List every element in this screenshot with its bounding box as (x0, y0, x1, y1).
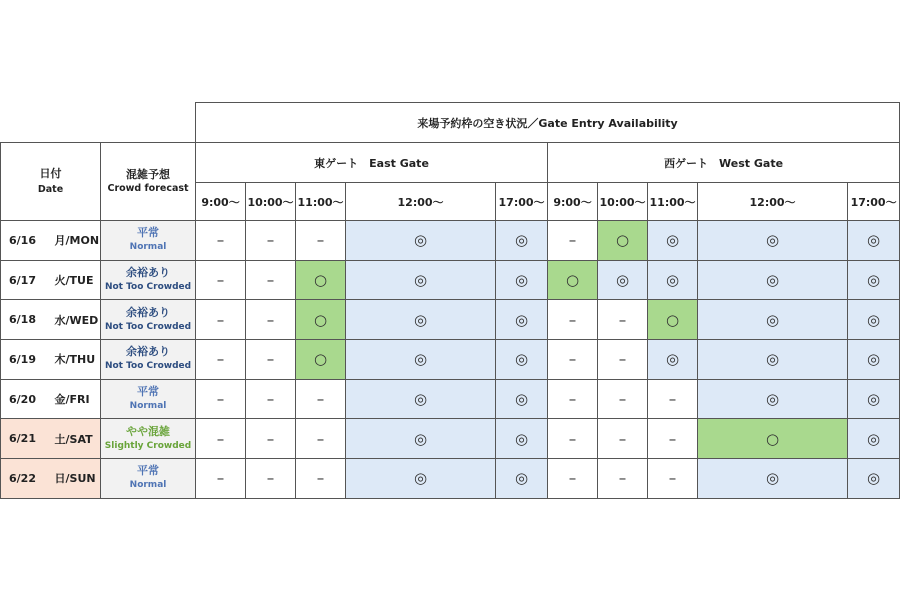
availability-symbol: – (568, 310, 577, 329)
west-slot-1700[interactable] (848, 379, 900, 419)
crowd-en: Normal (129, 401, 167, 412)
east-slot-900[interactable] (196, 459, 246, 499)
west-time-1200: 12:00〜 (698, 183, 848, 221)
crowd-header-jp: 混雑予想 (126, 167, 171, 181)
availability-symbol: – (216, 271, 225, 290)
date-cell: 6/19 (1, 340, 49, 380)
east-slot-1100[interactable] (296, 340, 346, 380)
availability-symbol: ◎ (413, 350, 428, 369)
west-slot-1700[interactable] (848, 459, 900, 499)
date-header-en: Date (37, 183, 64, 195)
east-slot-1000[interactable] (246, 221, 296, 261)
availability-symbol: ○ (313, 350, 328, 369)
west-time-1000: 10:00〜 (598, 183, 648, 221)
availability-symbol: ◎ (413, 271, 428, 290)
east-slot-900[interactable] (196, 419, 246, 459)
west-slot-1200[interactable] (698, 340, 848, 380)
header-blank (1, 103, 196, 143)
availability-symbol: – (216, 390, 225, 409)
crowd-cell (101, 260, 196, 300)
availability-symbol: – (216, 231, 225, 250)
east-slot-900[interactable] (196, 260, 246, 300)
east-slot-1200[interactable] (346, 300, 496, 340)
availability-symbol: ◎ (867, 469, 881, 488)
east-slot-1000[interactable] (246, 300, 296, 340)
west-slot-1100[interactable] (648, 340, 698, 380)
availability-symbol: – (668, 429, 677, 448)
east-slot-900[interactable] (196, 379, 246, 419)
availability-symbol: ◎ (413, 310, 428, 329)
east-slot-1700[interactable] (496, 260, 548, 300)
east-slot-1700[interactable] (496, 459, 548, 499)
availability-symbol: – (266, 429, 275, 448)
crowd-cell (101, 459, 196, 499)
west-slot-1000[interactable] (598, 300, 648, 340)
availability-symbol: – (316, 469, 325, 488)
availability-symbol: ◎ (867, 310, 881, 329)
west-slot-1700[interactable] (848, 260, 900, 300)
table-row (1, 419, 900, 459)
east-slot-1700[interactable] (496, 419, 548, 459)
east-slot-1700[interactable] (496, 221, 548, 261)
availability-symbol: – (266, 350, 275, 369)
availability-symbol: – (668, 469, 677, 488)
west-slot-1100[interactable] (648, 221, 698, 261)
east-slot-1200[interactable] (346, 221, 496, 261)
availability-symbol: ○ (765, 429, 780, 448)
availability-symbol: ◎ (867, 271, 881, 290)
availability-symbol: – (568, 469, 577, 488)
west-slot-1700[interactable] (848, 221, 900, 261)
crowd-jp: 平常 (137, 464, 160, 478)
availability-symbol: ◎ (867, 390, 881, 409)
west-slot-1000[interactable] (598, 379, 648, 419)
east-slot-900[interactable] (196, 221, 246, 261)
west-slot-1200[interactable] (698, 379, 848, 419)
crowd-cell (101, 419, 196, 459)
table-row (1, 340, 900, 380)
weekday-cell: 日/SUN (49, 459, 101, 499)
east-slot-1200[interactable] (346, 340, 496, 380)
availability-symbol: ○ (665, 310, 680, 329)
east-slot-1100[interactable] (296, 379, 346, 419)
availability-symbol: ◎ (413, 390, 428, 409)
availability-symbol: – (216, 350, 225, 369)
west-slot-1200[interactable] (698, 221, 848, 261)
crowd-cell (101, 221, 196, 261)
crowd-header-en: Crowd forecast (107, 182, 189, 194)
availability-symbol: ○ (313, 310, 328, 329)
availability-symbol: ◎ (514, 469, 529, 488)
east-slot-1000[interactable] (246, 419, 296, 459)
east-slot-1700[interactable] (496, 379, 548, 419)
availability-symbol: – (216, 429, 225, 448)
availability-symbol: ◎ (514, 429, 529, 448)
west-time-1700: 17:00〜 (848, 183, 900, 221)
availability-symbol: ○ (313, 271, 328, 290)
availability-symbol: – (266, 469, 275, 488)
table-row (1, 221, 900, 261)
gate-availability-table (0, 102, 900, 499)
availability-symbol: ◎ (665, 271, 680, 290)
east-slot-1100[interactable] (296, 419, 346, 459)
availability-symbol: – (316, 231, 325, 250)
availability-symbol: ◎ (665, 231, 680, 250)
crowd-en: Not Too Crowded (104, 321, 192, 332)
availability-symbol: – (568, 429, 577, 448)
west-slot-1100[interactable] (648, 419, 698, 459)
east-slot-1100[interactable] (296, 260, 346, 300)
crowd-en: Normal (129, 480, 167, 491)
west-time-1100: 11:00〜 (648, 183, 698, 221)
availability-symbol: ○ (615, 231, 630, 250)
east-slot-900[interactable] (196, 300, 246, 340)
availability-symbol: ◎ (665, 350, 680, 369)
date-cell: 6/21 (1, 419, 49, 459)
date-header (1, 143, 101, 221)
availability-symbol: – (216, 310, 225, 329)
availability-symbol: – (266, 271, 275, 290)
availability-symbol: ◎ (514, 390, 529, 409)
table-row (1, 379, 900, 419)
crowd-jp: 余裕あり (126, 266, 171, 280)
west-slot-1100[interactable] (648, 300, 698, 340)
crowd-jp: 余裕あり (126, 345, 171, 359)
table-row (1, 260, 900, 300)
availability-symbol: ◎ (765, 390, 780, 409)
west-slot-1700[interactable] (848, 300, 900, 340)
availability-symbol: ◎ (413, 231, 428, 250)
west-time-900: 9:00〜 (548, 183, 598, 221)
west-slot-1200[interactable] (698, 260, 848, 300)
west-slot-1000[interactable] (598, 419, 648, 459)
schedule-rows (1, 221, 900, 499)
crowd-en: Not Too Crowded (104, 282, 192, 293)
crowd-jp: 平常 (137, 385, 160, 399)
weekday-cell: 木/THU (49, 340, 101, 380)
east-slot-1100[interactable] (296, 459, 346, 499)
east-slot-1100[interactable] (296, 221, 346, 261)
west-slot-1000[interactable] (598, 260, 648, 300)
crowd-en: Normal (129, 242, 167, 253)
availability-symbol: – (568, 231, 577, 250)
west-slot-900[interactable] (548, 459, 598, 499)
west-slot-900[interactable] (548, 260, 598, 300)
table-row (1, 459, 900, 499)
date-cell: 6/16 (1, 221, 49, 261)
availability-symbol: – (618, 469, 627, 488)
east-slot-1000[interactable] (246, 340, 296, 380)
west-slot-1000[interactable] (598, 340, 648, 380)
weekday-cell: 火/TUE (49, 260, 101, 300)
date-cell: 6/18 (1, 300, 49, 340)
availability-symbol: ◎ (413, 429, 428, 448)
availability-symbol: – (316, 429, 325, 448)
availability-symbol: ◎ (765, 350, 780, 369)
crowd-jp: 余裕あり (126, 305, 171, 319)
availability-symbol: ◎ (514, 271, 529, 290)
east-slot-1200[interactable] (346, 419, 496, 459)
availability-symbol: ◎ (867, 429, 881, 448)
west-slot-1200[interactable] (698, 459, 848, 499)
availability-symbol: – (618, 429, 627, 448)
west-slot-900[interactable] (548, 300, 598, 340)
availability-symbol: ◎ (765, 469, 780, 488)
east-time-1100: 11:00〜 (296, 183, 346, 221)
west-slot-900[interactable] (548, 340, 598, 380)
east-time-1700: 17:00〜 (496, 183, 548, 221)
east-slot-1200[interactable] (346, 379, 496, 419)
east-time-1000: 10:00〜 (246, 183, 296, 221)
west-slot-1100[interactable] (648, 459, 698, 499)
crowd-header (101, 143, 196, 221)
west-slot-900[interactable] (548, 379, 598, 419)
east-time-1200: 12:00〜 (346, 183, 496, 221)
availability-symbol: – (568, 350, 577, 369)
availability-symbol: ○ (565, 271, 580, 290)
availability-symbol: ◎ (765, 231, 780, 250)
crowd-cell (101, 379, 196, 419)
west-slot-900[interactable] (548, 419, 598, 459)
crowd-cell (101, 340, 196, 380)
west-slot-1000[interactable] (598, 221, 648, 261)
table-row (1, 300, 900, 340)
availability-symbol: – (266, 231, 275, 250)
availability-symbol: – (668, 390, 677, 409)
availability-symbol: – (618, 350, 627, 369)
west-slot-900[interactable] (548, 221, 598, 261)
date-cell: 6/17 (1, 260, 49, 300)
east-slot-900[interactable] (196, 340, 246, 380)
date-header-jp: 日付 (39, 166, 62, 180)
west-gate-header: 西ゲート West Gate (548, 143, 900, 183)
availability-symbol: ◎ (514, 310, 529, 329)
availability-symbol: – (568, 390, 577, 409)
east-time-900: 9:00〜 (196, 183, 246, 221)
date-cell: 6/22 (1, 459, 49, 499)
availability-symbol: ◎ (867, 350, 881, 369)
west-slot-1700[interactable] (848, 340, 900, 380)
crowd-cell (101, 300, 196, 340)
west-slot-1200[interactable] (698, 300, 848, 340)
availability-symbol: ◎ (413, 469, 428, 488)
crowd-jp: 平常 (137, 226, 160, 240)
availability-symbol: – (266, 390, 275, 409)
west-slot-1100[interactable] (648, 260, 698, 300)
availability-symbol: ◎ (867, 231, 881, 250)
east-slot-1000[interactable] (246, 260, 296, 300)
availability-title: 来場予約枠の空き状況／Gate Entry Availability (196, 103, 900, 143)
availability-symbol: ◎ (765, 310, 780, 329)
east-slot-1700[interactable] (496, 340, 548, 380)
availability-symbol: – (618, 310, 627, 329)
east-gate-header: 東ゲート East Gate (196, 143, 548, 183)
east-slot-1700[interactable] (496, 300, 548, 340)
date-cell: 6/20 (1, 379, 49, 419)
availability-symbol: ◎ (514, 231, 529, 250)
west-slot-1700[interactable] (848, 419, 900, 459)
crowd-jp: やや混雑 (126, 424, 171, 438)
availability-symbol: – (316, 390, 325, 409)
east-slot-1000[interactable] (246, 379, 296, 419)
west-slot-1200[interactable] (698, 419, 848, 459)
weekday-cell: 土/SAT (49, 419, 101, 459)
east-slot-1200[interactable] (346, 459, 496, 499)
availability-symbol: ◎ (615, 271, 630, 290)
weekday-cell: 金/FRI (49, 379, 101, 419)
crowd-en: Not Too Crowded (104, 361, 192, 372)
east-slot-1200[interactable] (346, 260, 496, 300)
availability-symbol: – (618, 390, 627, 409)
weekday-cell: 月/MON (49, 221, 101, 261)
east-slot-1000[interactable] (246, 459, 296, 499)
availability-symbol: – (266, 310, 275, 329)
crowd-en: Slightly Crowded (104, 440, 192, 451)
west-slot-1000[interactable] (598, 459, 648, 499)
availability-symbol: ◎ (514, 350, 529, 369)
availability-symbol: – (216, 469, 225, 488)
availability-symbol: ◎ (765, 271, 780, 290)
west-slot-1100[interactable] (648, 379, 698, 419)
east-slot-1100[interactable] (296, 300, 346, 340)
weekday-cell: 水/WED (49, 300, 101, 340)
